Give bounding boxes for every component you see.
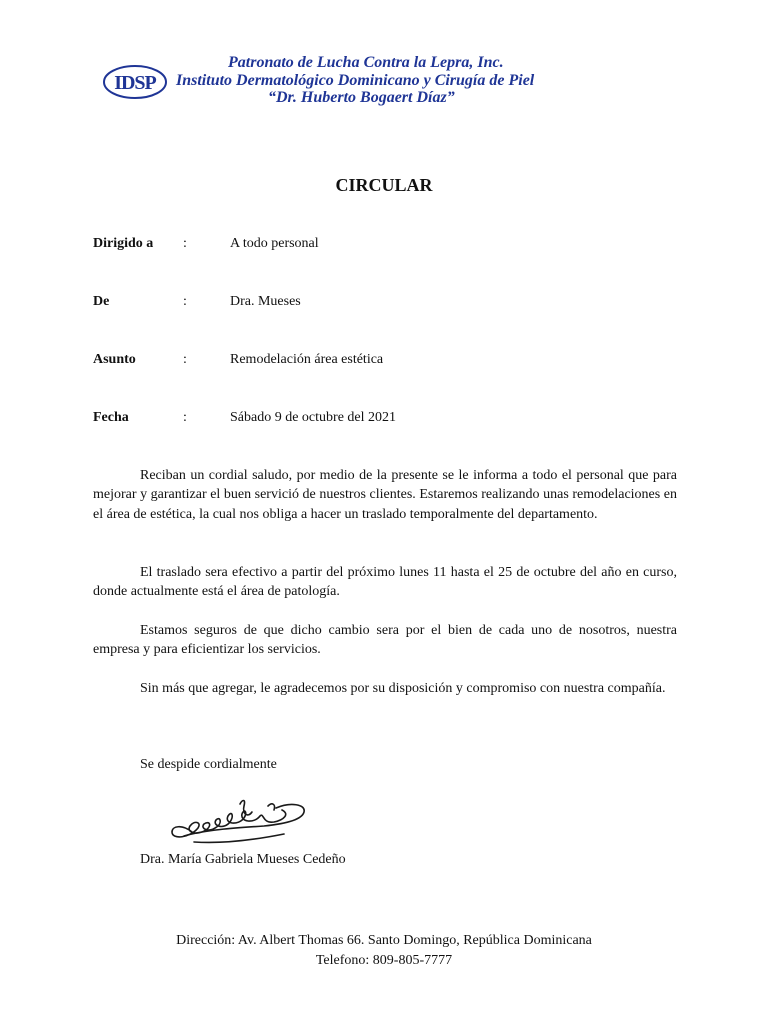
idsp-logo (102, 64, 168, 100)
field-de (0, 294, 768, 314)
paragraph-text: Sin más que agregar, le agradecemos por su disposición y compromiso con nuestra compañía. (140, 681, 666, 696)
svg-text:IDSP: IDSP (114, 72, 156, 94)
field-label: Dirigido a (93, 236, 154, 251)
field-colon: : (183, 294, 187, 309)
handwritten-signature-icon (164, 794, 314, 856)
footer-address: Dirección: Av. Albert Thomas 66. Santo Domingo, República Dominicana (176, 933, 592, 948)
field-fecha (0, 410, 768, 430)
header-line-3: “Dr. Huberto Bogaert Díaz” (268, 89, 455, 106)
field-label: De (93, 294, 110, 309)
field-value: Remodelación área estética (230, 352, 384, 367)
field-dirigido (0, 236, 768, 256)
field-value: Sábado 9 de octubre del 2021 (230, 410, 397, 425)
field-label: Asunto (93, 352, 136, 367)
field-value: Dra. Mueses (230, 294, 301, 309)
field-label: Fecha (93, 410, 129, 425)
signer-name: Dra. María Gabriela Mueses Cedeño (140, 852, 346, 867)
closing-line: Se despide cordialmente (140, 757, 277, 772)
body-paragraph-3 (93, 621, 677, 660)
field-colon: : (183, 236, 187, 251)
field-colon: : (183, 410, 187, 425)
footer-phone: Telefono: 809-805-7777 (315, 953, 453, 968)
paragraph-text: Reciban un cordial saludo, por medio de la presente se le informa a todo el personal que para mejorar y garantizar el buen servició de nuestros clientes. Estaremos realizando unas remodelaciones en el área de estética, la cual nos obliga a hacer un traslado temporalmente del departamento. (93, 468, 677, 522)
body-paragraph-4 (93, 679, 677, 698)
header-line-1: Patronato de Lucha Contra la Lepra, Inc. (228, 54, 504, 71)
field-asunto (0, 352, 768, 372)
paragraph-text: El traslado sera efectivo a partir del próximo lunes 11 hasta el 25 de octubre del año en curso, donde actualmente está el área de patología. (93, 565, 677, 600)
field-value: A todo personal (230, 236, 319, 251)
body-paragraph-1 (93, 466, 677, 524)
body-paragraph-2 (93, 563, 677, 602)
header-line-2: Instituto Dermatológico Dominicano y Cirugía de Piel (176, 72, 535, 89)
document-title: CIRCULAR (335, 175, 433, 195)
paragraph-text: Estamos seguros de que dicho cambio sera por el bien de cada uno de nosotros, nuestra empresa y para eficientizar los servicios. (93, 623, 677, 658)
field-colon: : (183, 352, 187, 367)
